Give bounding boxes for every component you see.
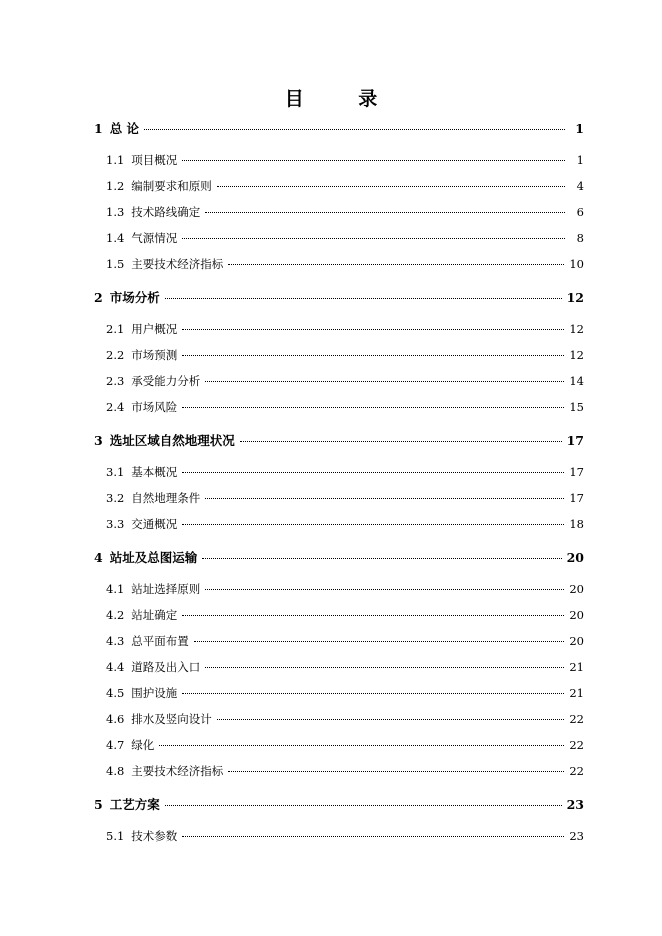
toc-entry[interactable] <box>106 490 584 506</box>
toc-entry-page: 21 <box>569 660 584 674</box>
toc-entry-title: 市场预测 <box>131 348 178 362</box>
toc-entry-title: 技术参数 <box>131 829 178 843</box>
toc-entry-number: 4.8 <box>106 764 125 778</box>
toc-entry-page: 23 <box>569 829 584 843</box>
dot-leader <box>228 771 564 772</box>
toc-entry[interactable] <box>94 548 584 566</box>
toc-entry-page: 12 <box>566 290 584 305</box>
toc-entry-page: 12 <box>569 348 584 362</box>
toc-entry-title: 主要技术经济指标 <box>131 257 224 271</box>
dot-leader <box>182 693 564 694</box>
dot-leader <box>182 329 564 330</box>
toc-entry-title: 承受能力分析 <box>131 374 201 388</box>
toc-entry-number: 4.7 <box>106 738 125 752</box>
dot-leader <box>165 298 562 299</box>
toc-entry-number: 3 <box>94 433 103 448</box>
toc-entry-number: 2 <box>94 290 103 305</box>
toc-entry[interactable] <box>106 737 584 753</box>
toc-entry-title: 选址区域自然地理状况 <box>109 433 235 448</box>
toc-entry-page: 21 <box>569 686 584 700</box>
toc-entry-number: 4 <box>94 550 103 565</box>
dot-leader <box>205 589 564 590</box>
toc-entry-number: 2.3 <box>106 374 125 388</box>
toc-entry[interactable] <box>106 230 584 246</box>
toc-entry-title: 站址及总图运输 <box>109 550 198 565</box>
toc-entry-title: 站址选择原则 <box>131 582 201 596</box>
toc-entry-page: 22 <box>569 738 584 752</box>
toc-entry-page: 18 <box>569 517 584 531</box>
toc-entry[interactable] <box>106 399 584 415</box>
toc-entry-title: 道路及出入口 <box>131 660 201 674</box>
toc-entry[interactable] <box>106 516 584 532</box>
toc-entry-page: 1 <box>575 121 584 136</box>
toc-entry-number: 2.2 <box>106 348 125 362</box>
toc-entry[interactable] <box>106 607 584 623</box>
dot-leader <box>217 719 565 720</box>
toc-entry-title: 市场风险 <box>131 400 178 414</box>
toc-entry-title: 技术路线确定 <box>131 205 201 219</box>
toc-entry-number: 4.4 <box>106 660 125 674</box>
toc-entry-number: 5.1 <box>106 829 125 843</box>
dot-leader <box>194 641 565 642</box>
toc-entry-number: 1 <box>94 121 103 136</box>
dot-leader <box>182 407 564 408</box>
toc-entry[interactable] <box>106 204 584 220</box>
dot-leader <box>202 558 561 559</box>
toc-entry-number: 4.2 <box>106 608 125 622</box>
toc-entry-page: 14 <box>569 374 584 388</box>
dot-leader <box>228 264 564 265</box>
dot-leader <box>217 186 565 187</box>
toc-entry[interactable] <box>106 763 584 779</box>
dot-leader <box>182 160 565 161</box>
toc-entry[interactable] <box>94 119 584 137</box>
dot-leader <box>182 615 564 616</box>
toc-entry-title: 主要技术经济指标 <box>131 764 224 778</box>
toc-entry[interactable] <box>106 685 584 701</box>
toc-entry-number: 3.2 <box>106 491 125 505</box>
toc-entry-number: 4.1 <box>106 582 125 596</box>
dot-leader <box>165 805 562 806</box>
toc-entry[interactable] <box>106 373 584 389</box>
toc-entry-number: 1.3 <box>106 205 125 219</box>
toc-entry-page: 15 <box>569 400 584 414</box>
toc-entry-number: 3.3 <box>106 517 125 531</box>
toc-entry-page: 20 <box>566 550 584 565</box>
toc-entry-title: 编制要求和原则 <box>131 179 212 193</box>
toc-entry-number: 1.5 <box>106 257 125 271</box>
dot-leader <box>182 472 564 473</box>
dot-leader <box>205 381 564 382</box>
page-title: 目 录 <box>284 88 402 110</box>
toc-entry-number: 1.4 <box>106 231 125 245</box>
toc-entry[interactable] <box>106 659 584 675</box>
toc-entry-number: 4.5 <box>106 686 125 700</box>
dot-leader <box>144 129 565 130</box>
toc-entry-number: 5 <box>94 797 103 812</box>
toc-entry-page: 20 <box>569 634 584 648</box>
toc-entry-page: 6 <box>576 205 584 219</box>
toc-entry[interactable] <box>94 288 584 306</box>
toc-entry[interactable] <box>106 633 584 649</box>
toc-entry[interactable] <box>106 828 584 844</box>
toc-entry-page: 22 <box>569 764 584 778</box>
toc-entry[interactable] <box>106 178 584 194</box>
toc-entry-title: 气源情况 <box>131 231 178 245</box>
toc-entry-title: 交通概况 <box>131 517 178 531</box>
dot-leader <box>182 836 564 837</box>
toc-entry-page: 20 <box>569 582 584 596</box>
toc-entry-page: 20 <box>569 608 584 622</box>
toc-entry-title: 市场分析 <box>109 290 160 305</box>
dot-leader <box>240 441 562 442</box>
dot-leader <box>205 667 564 668</box>
toc-entry-page: 23 <box>566 797 584 812</box>
toc-entry-page: 17 <box>566 433 584 448</box>
toc-entry[interactable] <box>106 711 584 727</box>
toc-entry-title: 用户概况 <box>131 322 178 336</box>
toc-entry-title: 工艺方案 <box>109 797 160 812</box>
toc-entry-page: 12 <box>569 322 584 336</box>
dot-leader <box>182 524 564 525</box>
toc-entry[interactable] <box>106 464 584 480</box>
toc-entry-number: 3.1 <box>106 465 125 479</box>
toc-entry[interactable] <box>106 152 584 168</box>
toc-entry-page: 22 <box>569 712 584 726</box>
toc-entry-page: 17 <box>569 491 584 505</box>
toc-entry-title: 排水及竖向设计 <box>131 712 212 726</box>
toc-entry-title: 围护设施 <box>131 686 178 700</box>
toc-entry-page: 8 <box>576 231 584 245</box>
toc-entry-title: 总 论 <box>109 121 140 136</box>
toc-entry-number: 4.6 <box>106 712 125 726</box>
toc-entry[interactable] <box>106 581 584 597</box>
toc-entry-title: 基本概况 <box>131 465 178 479</box>
toc-entry-page: 10 <box>569 257 584 271</box>
toc-entry[interactable] <box>106 256 584 272</box>
toc-entry[interactable] <box>94 431 584 449</box>
toc-entry-page: 4 <box>576 179 584 193</box>
toc-entry-number: 2.4 <box>106 400 125 414</box>
toc-entry[interactable] <box>106 347 584 363</box>
toc-entry-page: 1 <box>576 153 584 167</box>
dot-leader <box>205 212 565 213</box>
toc-entry-number: 1.1 <box>106 153 125 167</box>
dot-leader <box>159 745 564 746</box>
toc-entry-title: 项目概况 <box>131 153 178 167</box>
toc-entry-page: 17 <box>569 465 584 479</box>
toc-entry[interactable] <box>94 795 584 813</box>
toc-entry-number: 2.1 <box>106 322 125 336</box>
toc-entry-title: 总平面布置 <box>131 634 189 648</box>
dot-leader <box>182 238 565 239</box>
toc-entry-title: 绿化 <box>131 738 155 752</box>
dot-leader <box>205 498 564 499</box>
toc-entry-number: 4.3 <box>106 634 125 648</box>
toc-entry[interactable] <box>106 321 584 337</box>
toc-entry-number: 1.2 <box>106 179 125 193</box>
toc-entry-title: 站址确定 <box>131 608 178 622</box>
toc-entry-title: 自然地理条件 <box>131 491 201 505</box>
dot-leader <box>182 355 564 356</box>
